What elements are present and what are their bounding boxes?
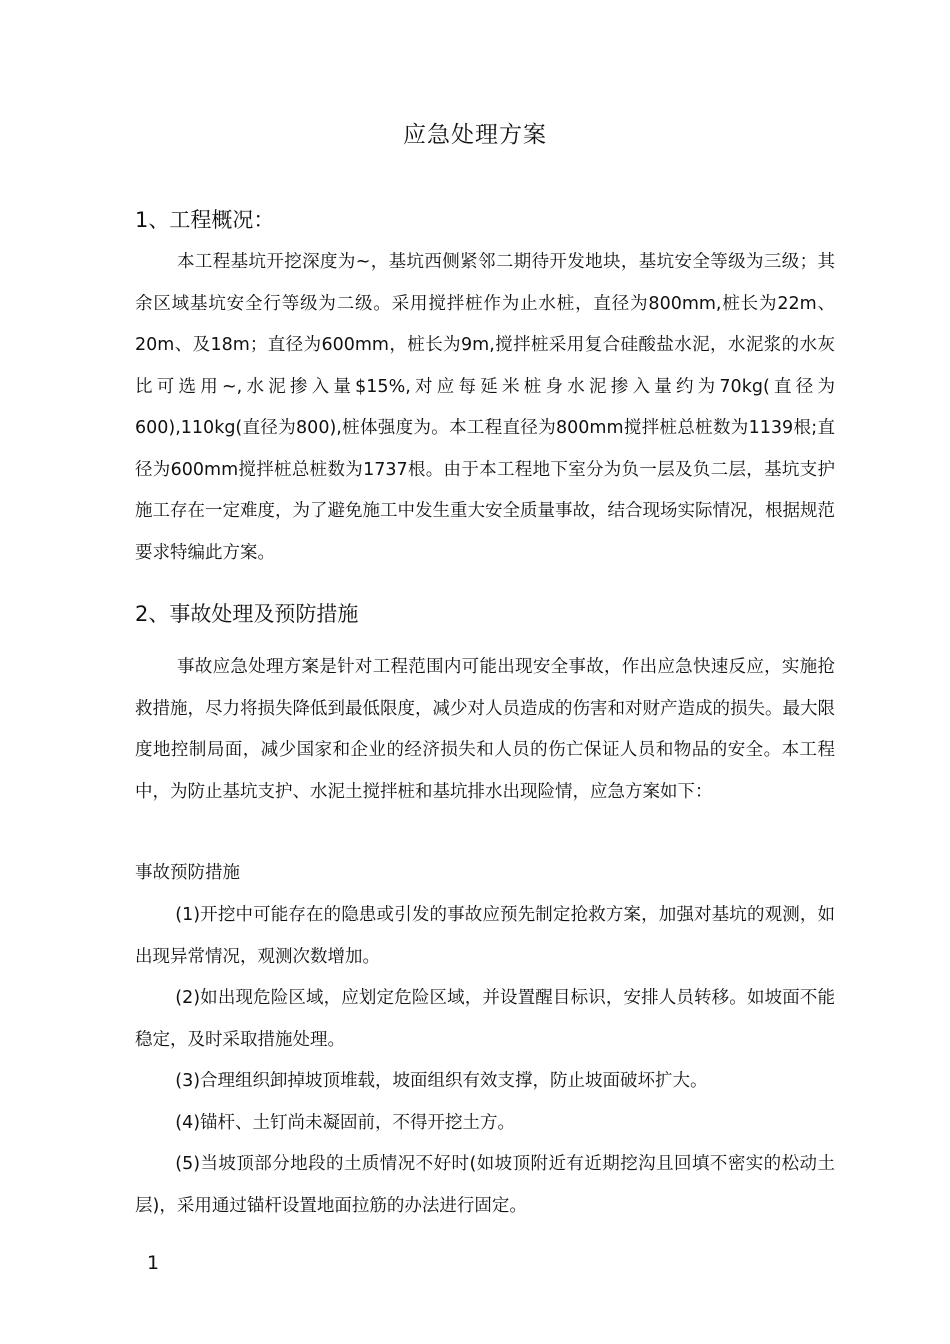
prevention-item-3: (3)合理组织卸掉坡顶堆载，坡面组织有效支撑，防止坡面破坏扩大。 [175, 1071, 708, 1091]
prevention-item-1: (1)开挖中可能存在的隐患或引发的事故应预先制定抢救方案，加强对基坑的观测，如出现异常情况，观测次数增加。 [135, 905, 835, 967]
section-heading-accident-handling: 2、事故处理及预防措施 [135, 602, 359, 626]
prevention-measures-subheading: 事故预防措施 [135, 863, 240, 883]
prevention-item-4: (4)锚杆、土钉尚未凝固前，不得开挖土方。 [175, 1113, 516, 1133]
page-number: 1 [147, 1252, 160, 1274]
overview-paragraph: 本工程基坑开挖深度为~，基坑西侧紧邻二期待开发地块，基坑安全等级为三级；其余区域基坑安全行等级为二级。采用搅拌桩作为止水桩，直径为800mm,桩长为22m、20m、及18m；直径为600mm，桩长为9m,搅拌桩采用复合硅酸盐水泥，水泥浆的水灰比可选用~,水泥掺入量$15%,对应每延米桩身水泥掺入量约为70kg(直径为600),110kg(直径为800),桩体强度为。本工程直径为800mm搅拌桩总桩数为1139根;直径为600mm搅拌桩总桩数为1737根。由于本工程地下室分为负一层及负二层，基坑支护施工存在一定难度，为了避免施工中发生重大安全质量事故，结合现场实际情况，根据规范要求特编此方案。 [135, 252, 835, 563]
prevention-item-5: (5)当坡顶部分地段的土质情况不好时(如坡顶附近有近期挖沟且回填不密实的松动土层)，采用通过锚杆设置地面拉筋的办法进行固定。 [135, 1154, 835, 1216]
accident-handling-paragraph: 事故应急处理方案是针对工程范围内可能出现安全事故，作出应急快速反应，实施抢救措施，尽力将损失降低到最低限度，减少对人员造成的伤害和对财产造成的损失。最大限度地控制局面，减少国家和企业的经济损失和人员的伤亡保证人员和物品的安全。本工程中，为防止基坑支护、水泥土搅拌桩和基坑排水出现险情，应急方案如下： [135, 657, 835, 802]
section-heading-overview: 1、工程概况： [135, 208, 275, 232]
prevention-item-2: (2)如出现危险区域，应划定危险区域，并设置醒目标识，安排人员转移。如坡面不能稳定，及时采取措施处理。 [135, 988, 835, 1050]
document-title: 应急处理方案 [403, 122, 547, 148]
